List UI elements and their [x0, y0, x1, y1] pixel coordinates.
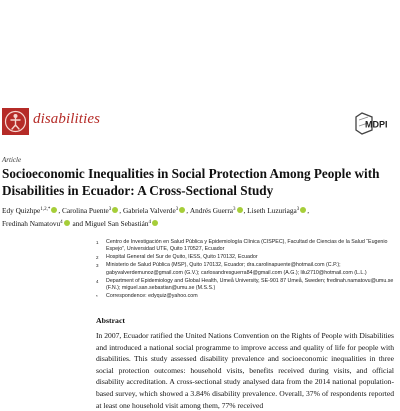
author-name: Andrés Guerra [189, 206, 233, 215]
author-entry [85, 219, 159, 228]
author-name: Edy Quizhpe [2, 206, 41, 215]
author-name: Gabriela Valverde [122, 206, 176, 215]
abstract-text: In 2007, Ecuador ratified the United Nations Convention on the Rights of People with Disabilities and introduced a national social programme to improve access and quality of life for people with disabilities. This study assessed disability prevalence and socioeconomic inequalities in three social protection outcomes: household visits, benefits received during visits, and official disability accreditation. A cross-sectional study analysed data from the 2014 national population-based survey, which showed a 3.84% disability prevalence. Overall, 37% of respondents reported at least one household visit among them, 77% received [96, 331, 395, 410]
author-affiliation-mark: 4 [60, 220, 63, 225]
affiliation-text: Centro de Investigación en Salud Pública y Epidemiología Clínica (CISPEC), Facultad de Ciencias de la Salud “Eugenio Espejo”, Universidad UTE, Quito 170527, Ecuador [106, 239, 388, 253]
author-affiliation-mark: 3 [175, 207, 179, 212]
affiliation-mark: * [96, 294, 98, 300]
author-affiliation-mark: 3 [108, 207, 112, 212]
author-affiliation-mark: 3 [233, 207, 236, 212]
journal-name: disabilities [33, 111, 101, 127]
journal-logo-icon [2, 108, 29, 135]
orcid-icon[interactable] [300, 207, 306, 213]
affiliation-item [96, 278, 396, 293]
orcid-icon[interactable] [64, 220, 70, 226]
author-entry: Gabriela Valverde$^3$ , [122, 206, 190, 215]
orcid-icon[interactable] [51, 207, 57, 213]
orcid-icon[interactable] [152, 220, 158, 226]
affiliation-item [96, 262, 396, 277]
affiliation-item [96, 239, 396, 254]
author-entry: Liseth Luzuriaga$^3$ , [247, 206, 310, 215]
affiliation-mark: 4 [96, 278, 99, 284]
author-entry [2, 219, 85, 228]
correspondence-text: Correspondence: edyquiz@yahoo.com [106, 293, 198, 300]
correspondence-item [96, 293, 396, 300]
article-title: Socioeconomic Inequalities in Social Protection Among People with Disabilities in Ecuador: A Cross-Sectional Study [2, 166, 380, 198]
orcid-icon[interactable] [237, 207, 243, 213]
author-affiliation-mark: 3 [296, 207, 300, 212]
affiliation-item [96, 254, 396, 261]
orcid-icon[interactable] [112, 207, 118, 213]
author-entry: Carolina Puente$^3$ , [61, 206, 123, 215]
publisher-name: MDPI [365, 119, 388, 130]
author-connector: and [72, 219, 84, 228]
affiliation-text: Ministerio de Salud Pública (MSP), Quito 170132, Ecuador; dra.carolinapuente@hotmail.com (C.P.); gabyvalverdemunoz@gmail.com (G.V.); carlosandresguerra84@gmail.com (A.G.); lilu2710@hotmail.com (L.L.) [106, 262, 367, 276]
author-name: Miguel San Sebastián [84, 219, 149, 228]
affiliation-list [96, 239, 396, 301]
affiliation-text: Hospital General del Sur de Quito, IESS, Quito 170132, Ecuador [106, 254, 258, 261]
author-name: Carolina Puente [61, 206, 109, 215]
article-type: Article [2, 156, 22, 164]
abstract-heading: Abstract [96, 316, 126, 325]
author-affiliation-mark: 1,2,* [40, 207, 51, 212]
affiliation-mark: 1 [96, 240, 99, 245]
mdpi-logo-icon [355, 112, 391, 135]
author-affiliation-mark: 4 [148, 220, 152, 225]
author-name: Liseth Luzuriaga [247, 206, 297, 215]
affiliation-mark: 2 [96, 255, 99, 261]
author-entry: Edy Quizhpe$^{1,2,*}$ , [2, 206, 62, 215]
author-entry: Andrés Guerra$^3$ , [189, 206, 248, 215]
author-name: Fredinah Namatovu [2, 219, 61, 228]
affiliation-text: Department of Epidemiology and Global Health, Umeå University, SE-901 87 Umeå, Sweden; fredinah.namatovu@umu.se (F.N.); miguel.san.sebastian@umu.se (M.S.S.) [106, 277, 394, 292]
orcid-icon[interactable] [179, 207, 185, 213]
author-list [2, 204, 398, 230]
affiliation-mark: 3 [96, 263, 99, 269]
